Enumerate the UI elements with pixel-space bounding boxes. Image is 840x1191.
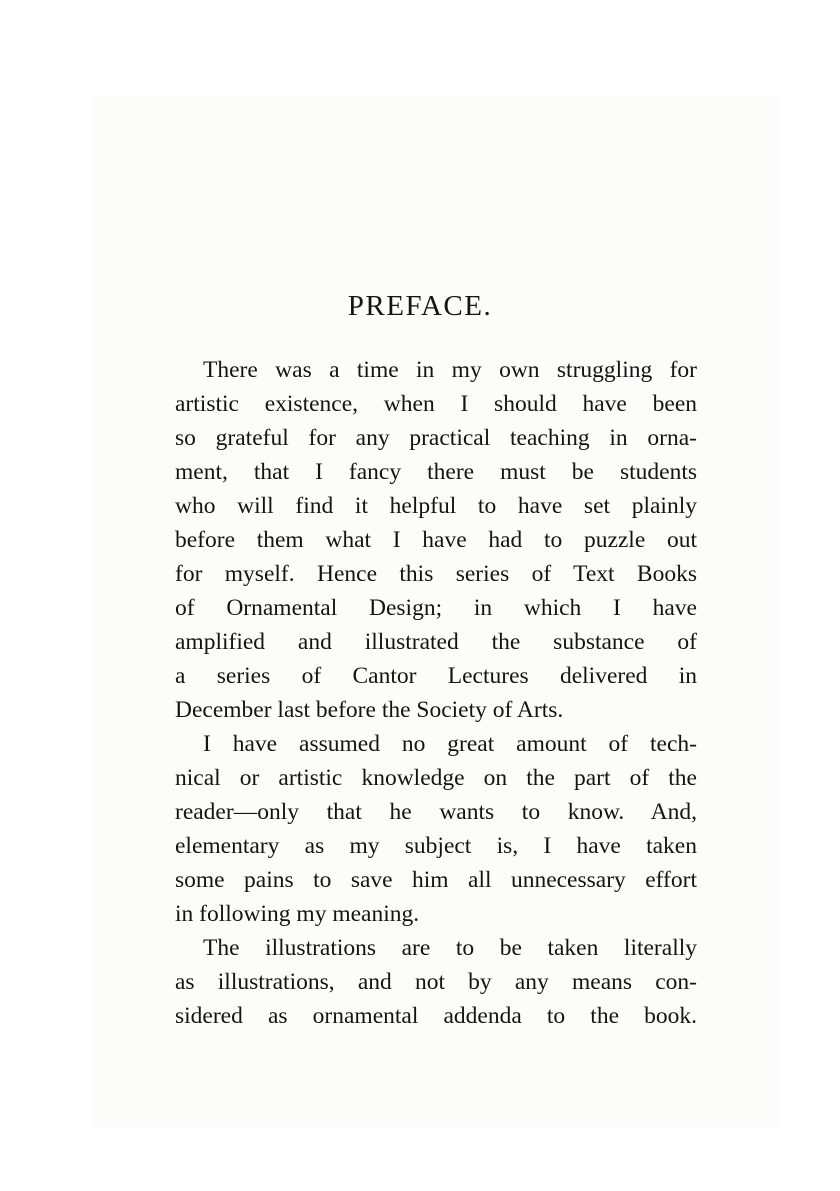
text-line: of Ornamental Design; in which I have [175,595,697,621]
text-line: sidered as ornamental addenda to the book. [175,1003,697,1029]
text-line: There was a time in my own struggling for [203,357,697,383]
text-line: for myself. Hence this series of Text Books [175,561,697,587]
text-line: elementary as my subject is, I have taken [175,833,697,859]
text-line: before them what I have had to puzzle out [175,527,697,553]
text-line: so grateful for any practical teaching in orna- [175,425,697,451]
preface-body [175,353,697,1033]
text-line: December last before the Society of Arts. [175,697,564,723]
text-line: as illustrations, and not by any means con- [175,969,697,995]
text-line: some pains to save him all unnecessary effort [175,867,697,893]
text-line: a series of Cantor Lectures delivered in [175,663,697,689]
text-line: in following my meaning. [175,901,420,927]
text-line: The illustrations are to be taken literally [203,935,697,961]
text-line: amplified and illustrated the substance of [175,629,697,655]
text-line: artistic existence, when I should have been [175,391,697,417]
text-line: I have assumed no great amount of tech- [203,731,697,757]
text-line: ment, that I fancy there must be students [175,459,697,485]
text-line: nical or artistic knowledge on the part of the [175,765,697,791]
text-line: reader—only that he wants to know. And, [175,799,697,825]
page-title: PREFACE. [347,290,493,322]
text-line: who will find it helpful to have set plainly [175,493,697,519]
